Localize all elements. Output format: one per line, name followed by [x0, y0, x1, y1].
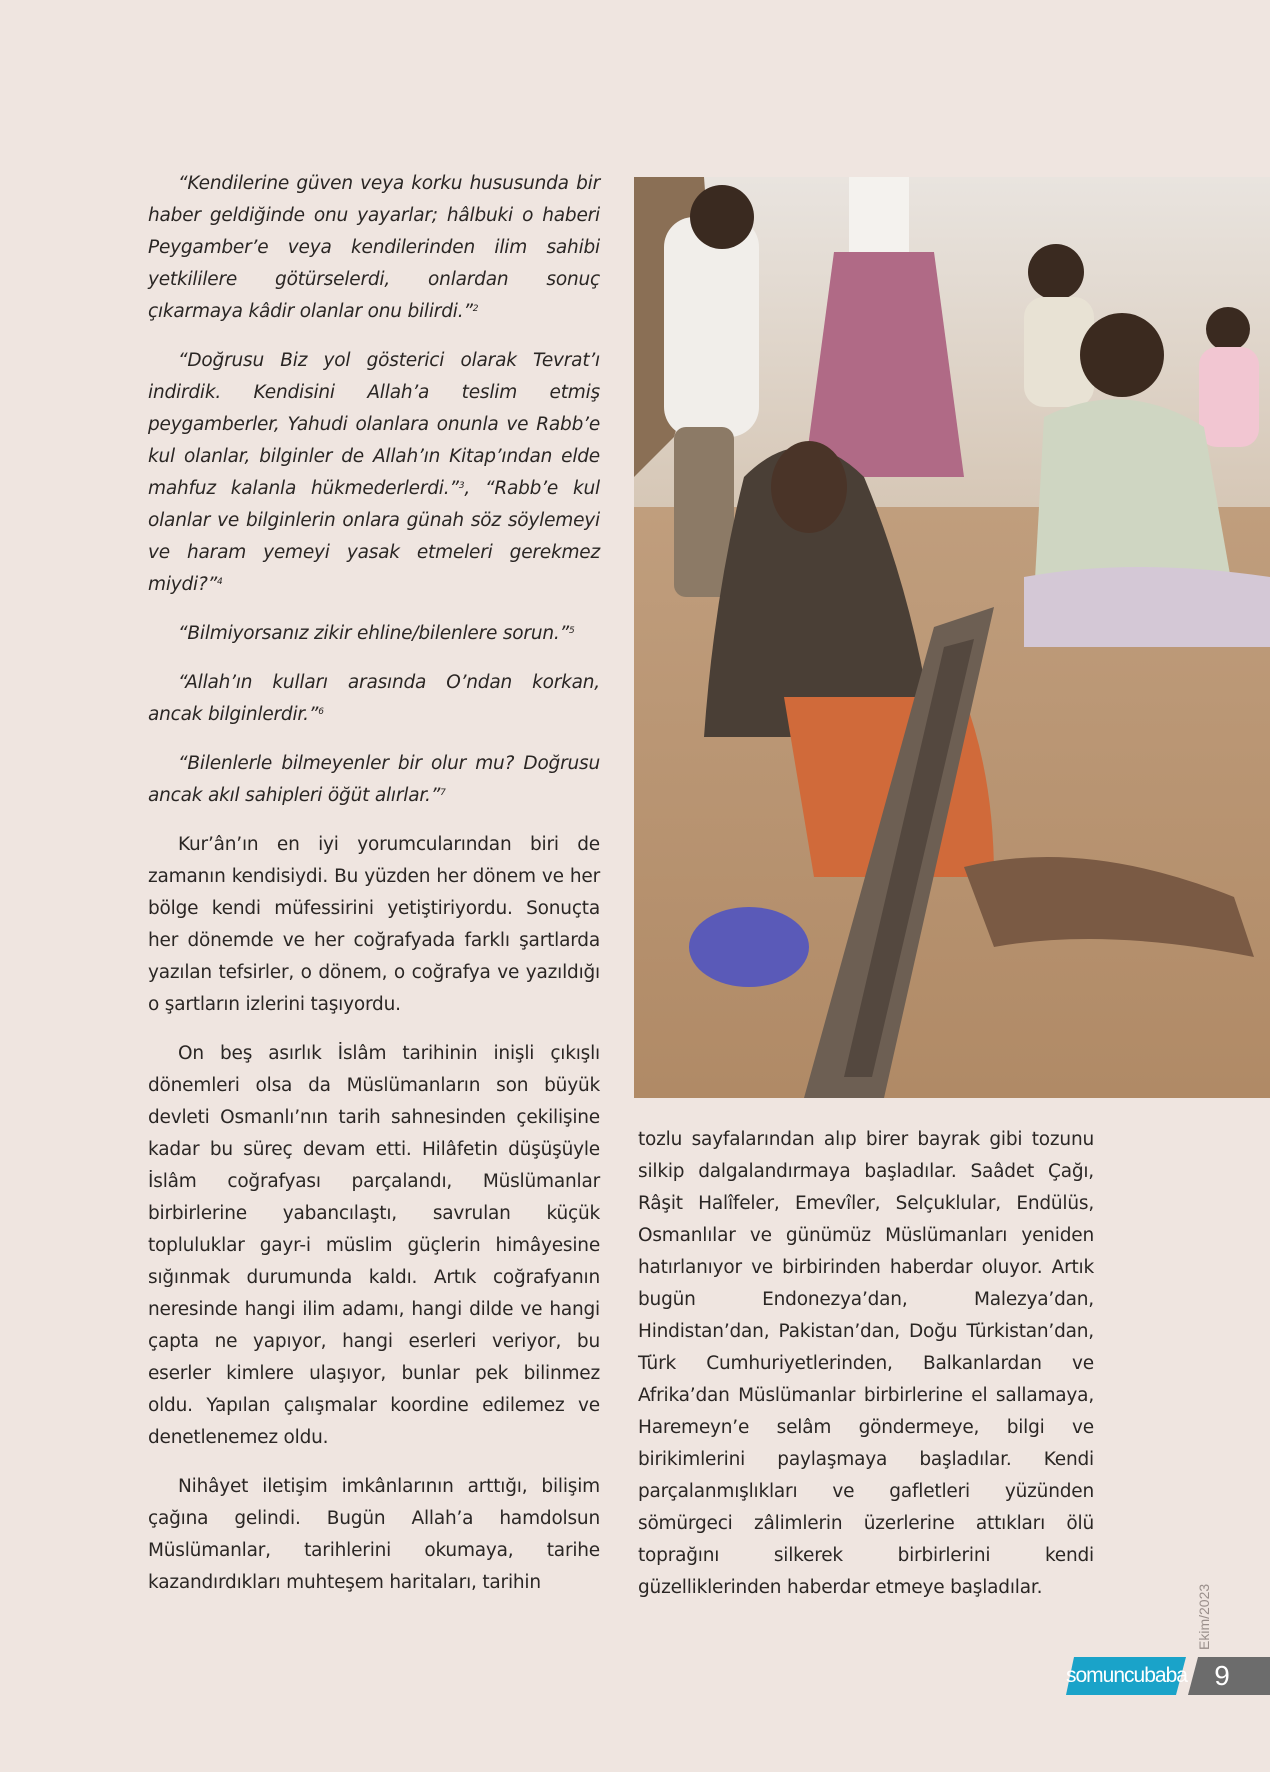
footnote-marker: 3 [458, 481, 465, 491]
article-photo [634, 177, 1270, 1098]
footnote-marker: 7 [440, 788, 446, 798]
footnote-marker: 2 [472, 304, 479, 314]
quote-paragraph [148, 748, 600, 812]
page-number: 9 [1214, 1660, 1230, 1691]
page-footer [1066, 1657, 1270, 1695]
footnote-marker: 4 [217, 577, 223, 587]
issue-date: Ekim/2023 [1196, 1583, 1212, 1650]
quote-paragraph [148, 345, 600, 601]
quote-text: “Allah’ın kulları arasında O’ndan korkan, ancak bilginlerdir.” [148, 672, 600, 725]
footnote-marker: 5 [568, 626, 575, 636]
brand-name: somuncubaba [1066, 1664, 1187, 1687]
body-paragraph: tozlu sayfalarından alıp birer bayrak gibi tozunu silkip dalgalandırmaya başladılar. Saâdet Çağı, Râşit Halîfeler, Emevîler, Selçuklular, Endülüs, Osmanlılar ve günümüz Müslümanları yeniden hatırlanıyor ve birbirinden haberdar oluyor. Artık bugün Endonezya’dan, Malezya’dan, Hindistan’dan, Pakistan’dan, Doğu Türkistan’dan, Türk Cumhuriyetlerinden, Balkanlardan ve Afrika’dan Müslümanlar birbirlerine el sallamaya, Haremeyn’e selâm göndermeye, bilgi ve birikimlerini paylaşmaya başladılar. Kendi parçalanmışlıkları ve gafletleri yüzünden sömürgeci zâlimlerin üzerlerine attıkları ölü toprağını silkerek birbirlerini kendi güzelliklerinden haberdar etmeye başladılar. [638, 1129, 1094, 1598]
photo-illustration [634, 177, 1270, 1098]
quote-paragraph [148, 168, 600, 328]
footnote-marker: 6 [318, 707, 324, 717]
quote-paragraph [148, 618, 600, 650]
body-paragraph: Kur’ân’ın en iyi yorumcularından biri de zamanın kendisiydi. Bu yüzden her dönem ve her bölge kendi müfessirini yetiştiriyordu. Sonuçta her dönemde ve her coğrafyada farklı şartlarda yazılan tefsirler, o dönem, o coğrafya ve yazıldığı o şartların izlerini taşıyordu. [148, 834, 600, 1015]
body-paragraph: On beş asırlık İslâm tarihinin inişli çıkışlı dönemleri olsa da Müslümanların son büyük devleti Osmanlı’nın tarih sahnesinden çekilişine kadar bu süreç devam etti. Hilâfetin düşüşüyle İslâm coğrafyası parçalandı, Müslümanlar birbirlerine yabancılaştı, savrulan küçük topluluklar gayr-i müslim güçlerin himâyesine sığınmak durumunda kaldı. Artık coğrafyanın neresinde hangi ilim adamı, hangi dilde ve hangi çapta ne yapıyor, hangi eserleri veriyor, bu eserler kimlere ulaşıyor, bunlar pek bilinmez oldu. Yapılan çalışmalar koordine edilemez ve denetlenemez oldu. [148, 1043, 600, 1448]
quote-text: “Bilenlerle bilmeyenler bir olur mu? Doğrusu ancak akıl sahipleri öğüt alırlar.” [148, 753, 600, 806]
quote-text: , “Rabb’e kul olanlar ve bilginlerin onlara günah söz söylemeyi ve haram yemeyi yasak etmeleri gerekmez miydi?” [148, 478, 600, 595]
quote-text: “Doğrusu Biz yol gösterici olarak Tevrat’ı indirdik. Kendisini Allah’a teslim etmiş peygamberler, Yahudi olanlara onunla ve Rabb’e kul olanlar, bilginler de Allah’ın Kitap’ından elde mahfuz kalanla hükmederlerdi.” [148, 350, 600, 499]
left-text-column [148, 168, 600, 1616]
body-paragraph: Nihâyet iletişim imkânlarının arttığı, bilişim çağına gelindi. Bugün Allah’a hamdolsun Müslümanlar, tarihlerini okumaya, tarihe kazandırdıkları muhteşem haritaları, tarihin [148, 1476, 600, 1593]
quote-text: “Kendilerine güven veya korku hususunda bir haber geldiğinde onu yayarlar; hâlbuki o haberi Peygamber’e veya kendilerinden ilim sahibi yetkililere götürselerdi, onlardan sonuç çıkarmaya kâdir olanlar onu bilirdi.” [148, 173, 600, 322]
right-text-column [638, 1124, 1094, 1621]
quote-paragraph [148, 667, 600, 731]
quote-text: “Bilmiyorsanız zikir ehline/bilenlere sorun.” [178, 623, 569, 644]
